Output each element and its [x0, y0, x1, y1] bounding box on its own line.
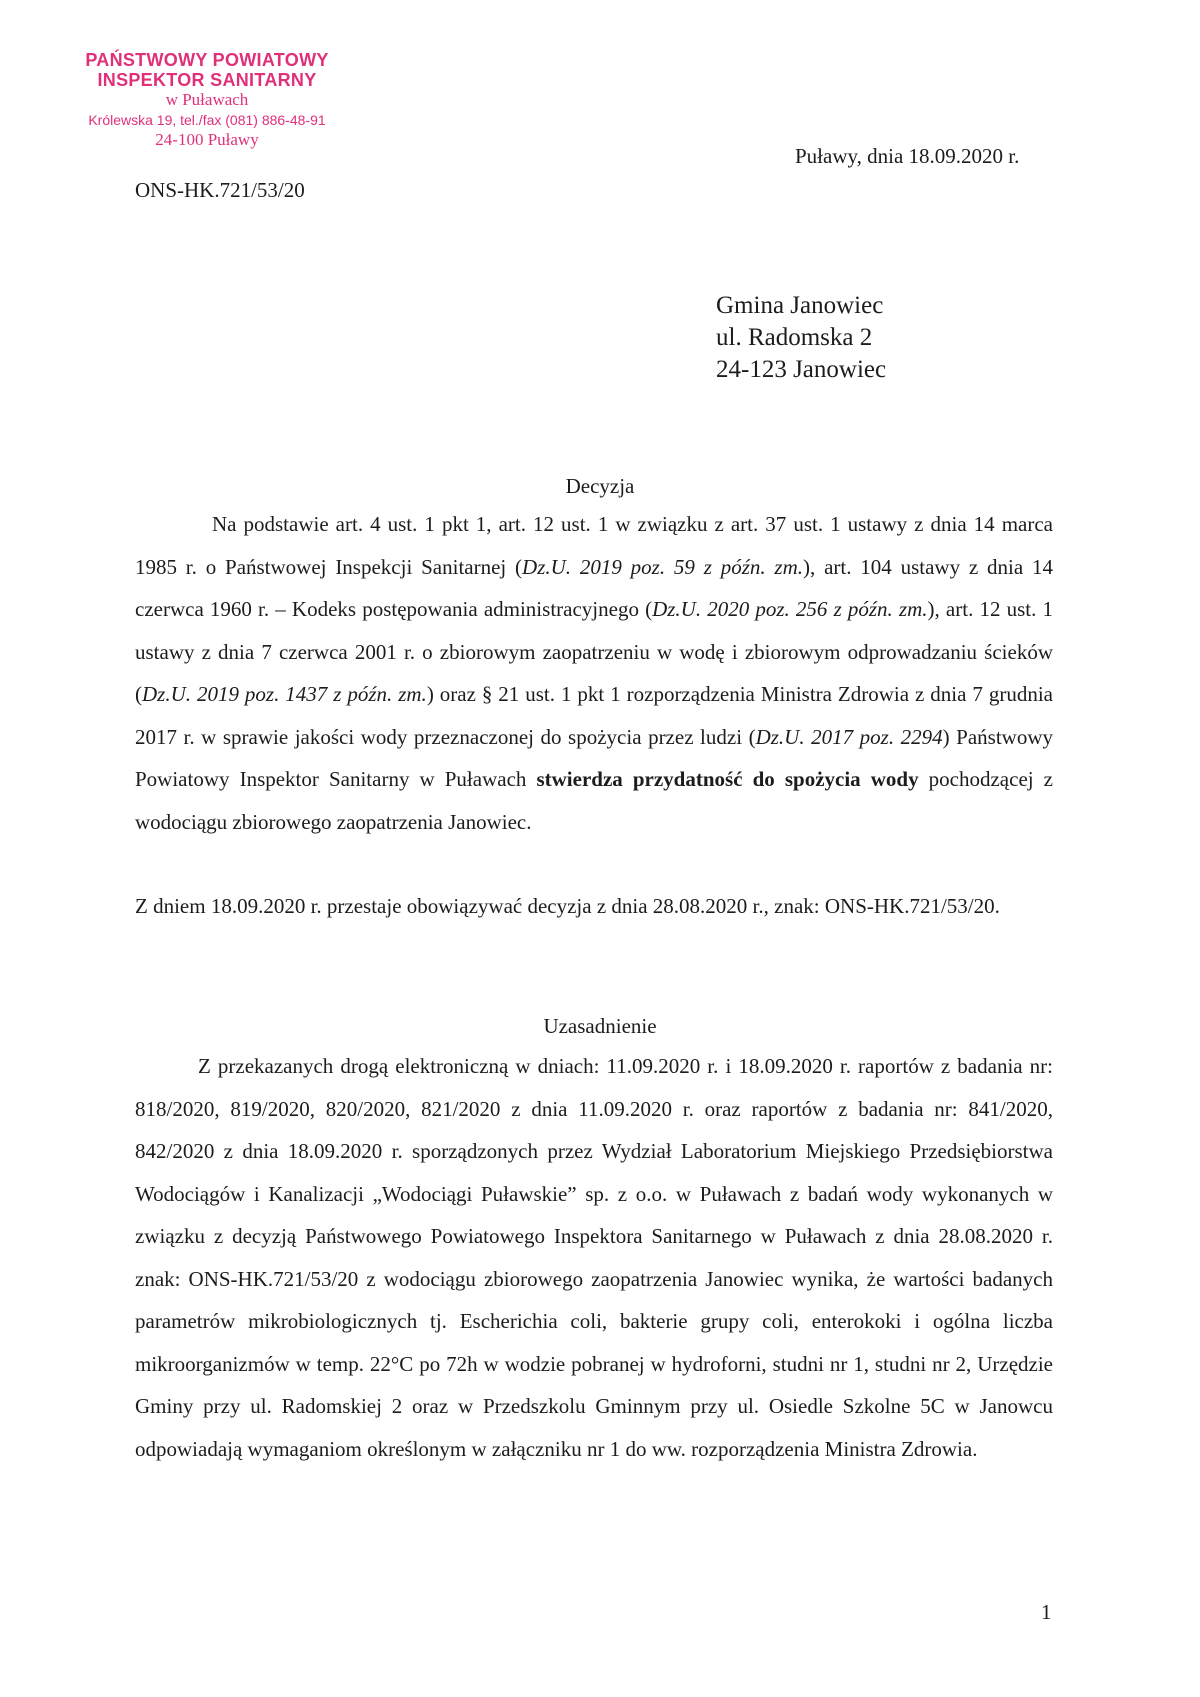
legal-citation-2: Dz.U. 2020 poz. 256 z późn. zm. — [652, 597, 928, 621]
decision-text-2: ), art. 104 ustawy z dnia 14 czerwca 1960 r. – Kodeks postępowania administracyjnego ( — [135, 554, 1053, 621]
decision-ruling: stwierdza przydatność do spożycia wody — [536, 767, 919, 791]
decision-text-6: pochodzącej z wodociągu zbiorowego zaopatrzenia Janowiec. — [135, 767, 1053, 834]
addressee-line-2: ul. Radomska 2 — [716, 324, 873, 351]
addressee-block — [716, 290, 886, 386]
stamp-line-1: PAŃSTWOWY POWIATOWY — [85, 50, 329, 70]
decision-heading: Decyzja — [565, 474, 635, 498]
reference-number: ONS-HK.721/53/20 — [135, 178, 305, 202]
stamp-line-5: 24-100 Puławy — [155, 130, 259, 149]
addressee-line-3: 24-123 Janowiec — [716, 356, 887, 383]
justification-heading: Uzasadnienie — [543, 1014, 657, 1038]
legal-citation-1: Dz.U. 2019 poz. 59 z późn. zm. — [522, 554, 804, 579]
decision-revocation-paragraph: Z dniem 18.09.2020 r. przestaje obowiązywać decyzja z dnia 28.08.2020 r., znak: ONS-HK.721/53/20. — [135, 894, 1000, 918]
decision-paragraph — [135, 503, 1053, 843]
decision-text-1: Na podstawie art. 4 ust. 1 pkt 1, art. 12 ust. 1 w związku z art. 37 ust. 1 ustawy z dnia 14 marca 1985 r. o Państwowej Inspekcji Sanitarnej ( — [135, 512, 1053, 579]
stamp-line-2: INSPEKTOR SANITARNY — [97, 70, 317, 90]
justification-paragraph: Z przekazanych drogą elektroniczną w dniach: 11.09.2020 r. i 18.09.2020 r. raportów z badania nr: 818/2020, 819/2020, 820/2020, 821/2020 z dnia 11.09.2020 r. oraz raportów z badania nr: 841/2020, 842/2020 z dnia 18.09.2020 r. sporządzonych przez Wydział Laboratorium Miejskiego Przedsiębiorstwa Wodociągów i Kanalizacji „Wodociągi Puławskie” sp. z o.o. w Puławach z badań wody wykonanych w związku z decyzją Państwowego Powiatowego Inspektora Sanitarnego w Puławach z dnia 28.08.2020 r. znak: ONS-HK.721/53/20 z wodociągu zbiorowego zaopatrzenia Janowiec wynika, że wartości badanych parametrów mikrobiologicznych tj. Escherichia coli, bakterie grupy coli, enterokoki i ogólna liczba mikroorganizmów w temp. 22°C po 72h w wodzie pobranej w hydroforni, studni nr 1, studni nr 2, Urzędzie Gminy przy ul. Radomskiej 2 oraz w Przedszkolu Gminnym przy ul. Osiedle Szkolne 5C w Janowcu odpowiadają wymaganiom określonym w załączniku nr 1 do ww. rozporządzenia Ministra Zdrowia. — [135, 1054, 1053, 1461]
institution-stamp — [62, 50, 352, 150]
decision-text-3: ), art. 12 ust. 1 ustawy z dnia 7 czerwca 2001 r. o zbiorowym zaopatrzeniu w wodę i zbiorowym odprowadzaniu ścieków ( — [135, 597, 1053, 706]
addressee-line-1: Gmina Janowiec — [716, 292, 884, 319]
decision-text-4: ) oraz § 21 ust. 1 pkt 1 rozporządzenia Ministra Zdrowia z dnia 7 grudnia 2017 r. w sprawie jakości wody przeznaczonej do spożycia przez ludzi ( — [135, 682, 1053, 749]
stamp-line-4: Królewska 19, tel./fax (081) 886-48-91 — [88, 112, 326, 128]
stamp-line-3: w Puławach — [165, 90, 249, 109]
page-number: 1 — [1041, 1600, 1052, 1624]
place-and-date: Puławy, dnia 18.09.2020 r. — [795, 144, 1020, 168]
decision-text-5: ) Państwowy Powiatowy Inspektor Sanitarny w Puławach — [135, 724, 1053, 791]
legal-citation-4: Dz.U. 2017 poz. 2294 — [755, 724, 943, 749]
legal-citation-3: Dz.U. 2019 poz. 1437 z późn. zm. — [142, 682, 427, 706]
